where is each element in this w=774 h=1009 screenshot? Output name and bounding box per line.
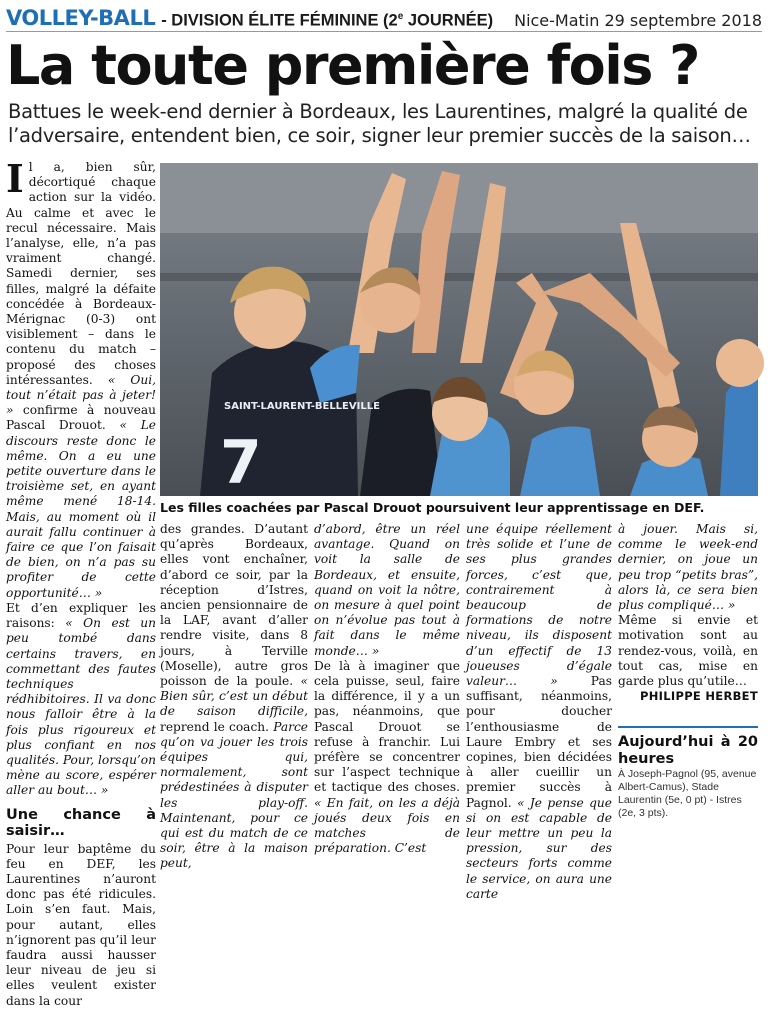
jersey-number: 7: [220, 428, 262, 498]
article-column-5: [618, 522, 758, 820]
article-text: Pas suffisant, néanmoins, pour doucher l’enthousiasme de Laure Embry et ses copines, bien décidées à aller cueillir un premier succès à Pagnol.: [466, 674, 612, 810]
article-text: des grandes. D’autant qu’après Bordeaux, elles vont enchaîner, d’abord ce soir, par la réception d’Istres, ancien pensionnaire de la LAF, avant d’aller rendre visite, dans 8 jours, à Terville (Moselle), autre gros poisson de la poule.: [160, 522, 308, 689]
article-paragraph: [314, 659, 460, 857]
article-text: reprend le coach.: [160, 719, 274, 734]
article-text: l a, bien sûr, décortiqué chaque action sur la vidéo. Au calme et avec le recul nécessaire. Mais l’analyse, elle, n’a pas vraiment changé. Samedi dernier, ses filles, malgré la défaite concédée à Bordeaux-Mérignac (0-3) ont visiblement – dans le contenu du match – proposé des choses intéressantes.: [6, 160, 156, 387]
article-text: De là à imaginer que cela puisse, seul, faire la différence, il y a un pas, néanmoins, que Pascal Drouot se refuse à franchir. Lui préfère se concentrer sur l’aspect technique et tactique des choses.: [314, 658, 460, 795]
article-paragraph: [466, 522, 612, 902]
section-header: [6, 6, 762, 30]
article-paragraph: [6, 601, 156, 799]
competition-label-sup: e: [397, 10, 404, 22]
article-text: Et d’en expliquer les raisons:: [6, 600, 156, 631]
article-paragraph: [6, 156, 157, 601]
article-paragraph: [160, 522, 308, 872]
article-quote: « Bien sûr, c’est un début de saison difficile,: [160, 674, 308, 719]
competition-label-text: - DIVISION ÉLITE FÉMININE (2: [161, 11, 398, 29]
photo-caption: Les filles coachées par Pascal Drouot poursuivent leur apprentissage en DEF.: [160, 500, 705, 515]
article-quote: « Le discours reste donc le même. On a eu une petite ouverture dans le troisième set, en ayant même mené 18-14. Mais, au moment où il aurait fallu continuer à faire ce que l’on faisait de bien, on n’a pas su profiter de cette opportunité… »: [6, 418, 157, 600]
article-quote: Parce qu’on va jouer les trois équipes qui, normalement, sont prédestinées à disputer les play-off. Maintenant, pour ce qui est du match de ce soir, être à la maison peut,: [160, 719, 308, 871]
team-photo: [160, 163, 758, 496]
jersey-text: SAINT-LAURENT-BELLEVILLE: [224, 401, 380, 412]
competition-label: [161, 11, 493, 31]
article-paragraph: Pour leur baptême du feu en DEF, les Laurentines n’auront donc pas été ridicules. Loin s’en faut. Mais, pour autant, elles n’ignorent pas qu’il leur faudra aussi hausser leur niveau de jeu si elles veulent exister dans la cour: [6, 841, 156, 1008]
article-subhead: Une chance à saisir…: [6, 806, 156, 839]
article-quote: « Je pense que si on est capable de leur mettre un peu la pression, sur des secteurs forts comme le service, on aura une carte: [466, 795, 612, 901]
team-photo-illustration: [160, 163, 758, 496]
infobox-divider: [618, 726, 758, 728]
infobox-title: Aujourd’hui à 20 heures: [618, 734, 758, 768]
competition-label-end: JOURNÉE): [403, 11, 494, 29]
headline: La toute première fois ?: [6, 34, 699, 97]
header-divider: [6, 31, 762, 32]
publication-source: Nice-Matin 29 septembre 2018: [514, 11, 762, 30]
article-text: confirme à nouveau Pascal Drouot.: [6, 403, 156, 433]
standfirst: Battues le week-end dernier à Bordeaux, les Laurentines, malgré la qualité de l’adversaire, entendent bien, ce soir, signer leur premier succès de la saison…: [8, 100, 751, 147]
section-rubric: VOLLEY-BALL: [6, 6, 156, 30]
author-signature: PHILIPPE HERBET: [640, 689, 758, 704]
article-column-1: [6, 156, 157, 1009]
match-infobox: [618, 734, 758, 820]
article-quote: d’abord, être un réel avantage. Quand on voit la salle de Bordeaux, et ensuite, quand on voit la nôtre, on mesure à quel point on n’évolue pas tout à fait dans le même monde… »: [314, 522, 460, 658]
article-quote: à jouer. Mais si, comme le week-end dernier, on joue un peu trop “petits bras”, alors là, ce sera bien plus compliqué… »: [618, 522, 758, 613]
article-column-3: [314, 522, 460, 856]
article-quote: « En fait, on les a déjà joués deux fois en matches de préparation. C’est: [314, 795, 460, 856]
article-column-2: [160, 522, 308, 872]
article-quote: « On est un peu tombé dans certains travers, en commettant des fautes techniques rédhibitoires. Il va donc nous falloir être à la fois plus rigoureux et plus confiant en nos qualités. Pour, lorsqu’on mène au score, espérer aller au bout… »: [6, 616, 157, 798]
article-quote: une équipe réellement très solide et l’une de ses plus grandes forces, c’est que, contrairement à beaucoup de formations de notre niveau, ils disposent d’un effectif de 13 joueuses d’égale valeur… »: [466, 522, 612, 689]
article-column-4: [466, 522, 612, 902]
article-quote: « Oui, tout n’était pas à jeter! »: [6, 372, 156, 418]
infobox-details: À Joseph-Pagnol (95, avenue Albert-Camus), Stade Laurentin (5e, 0 pt) - Istres (2e, 3 pts).: [618, 768, 757, 820]
drop-cap: I: [6, 156, 24, 201]
article-paragraph: Même si envie et motivation sont au rendez-vous, voilà, en tout cas, mise en garde plus qu’utile…: [618, 613, 758, 689]
